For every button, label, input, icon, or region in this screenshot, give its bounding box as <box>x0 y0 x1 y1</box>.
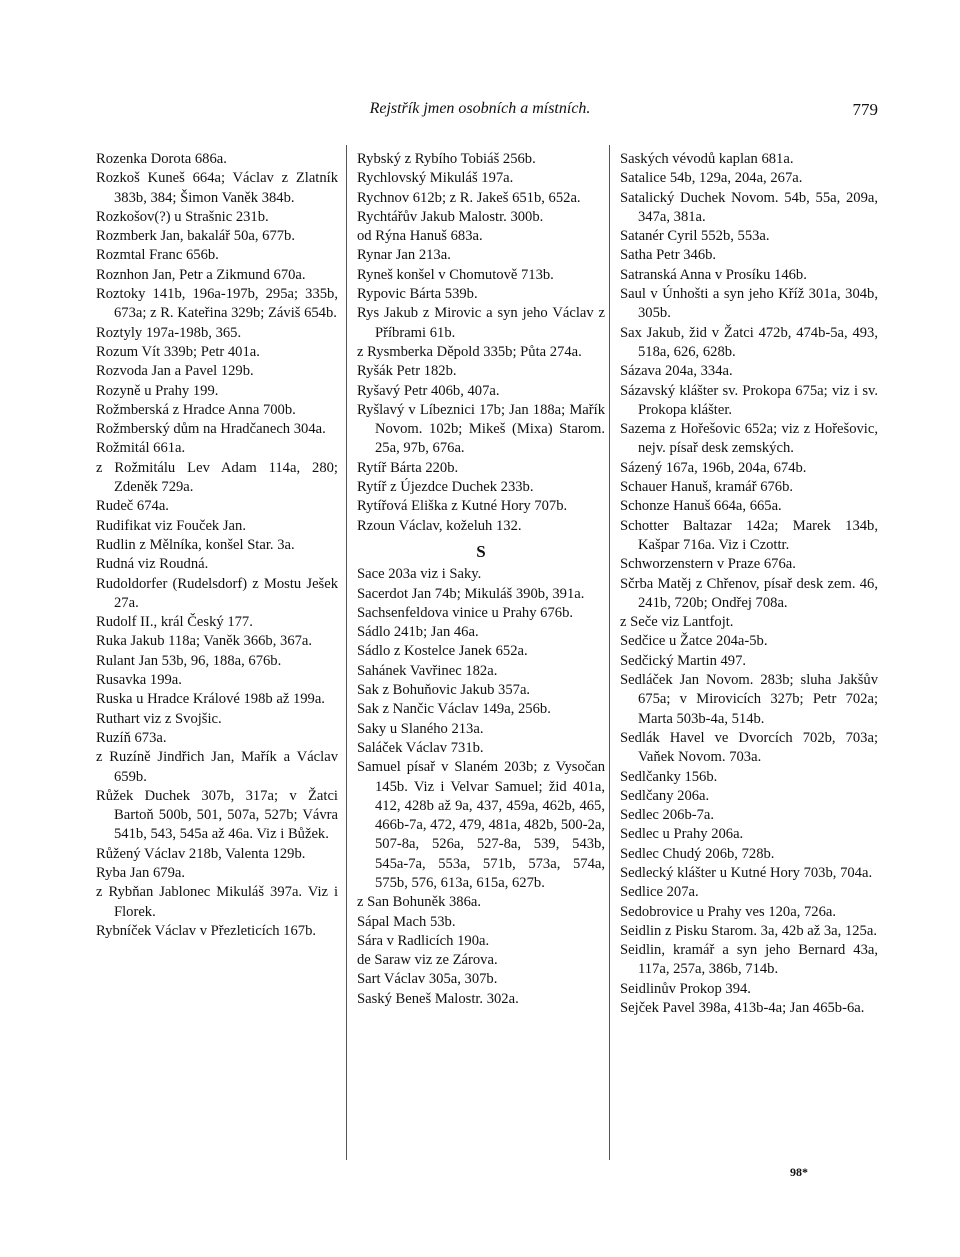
index-entry: Rozenka Dorota 686a. <box>96 151 227 167</box>
index-entry: Sart Václav 305a, 307b. <box>357 971 498 988</box>
index-entry: Rozum Vít 339b; Petr 401a. <box>96 343 260 360</box>
index-entry: Sedlec 206b-7a. <box>620 807 715 824</box>
index-entry: Ruska u Hradce Králové 198b až 199a. <box>96 691 325 708</box>
index-entry: Roztoky 141b, 196a-197b, 295a; 335b, 673a; z R. Kateřina 329b; Záviš 654b. <box>96 286 338 322</box>
index-entry: Satranská Anna v Prosíku 146b. <box>620 266 807 283</box>
section-letter-heading: S <box>476 541 486 561</box>
index-entry: Rozkoš Kuneš 664a; Václav z Zlatník 383b, 384; Šimon Vaněk 384b. <box>96 170 338 206</box>
page-header <box>0 100 960 128</box>
index-entry: Rytíř z Újezdce Duchek 233b. <box>357 479 534 496</box>
index-entry: Schotter Baltazar 142a; Marek 134b, Kašpar 716a. Viz i Czottr. <box>620 517 878 553</box>
index-entry: Ruzíň 673a. <box>96 729 167 746</box>
index-entry: Sazema z Hořešovic 652a; viz z Hořešovic, nejv. písař desk zemských. <box>620 421 878 457</box>
index-entry: Sak z Nančic Václav 149a, 256b. <box>357 701 551 718</box>
index-entry: Schonze Hanuš 664a, 665a. <box>620 498 782 515</box>
index-entry: Sázava 204a, 334a. <box>620 363 733 380</box>
index-entry: Rozmtal Franc 656b. <box>96 247 219 264</box>
index-entry: Sace 203a viz i Saky. <box>357 566 482 583</box>
index-entry: Rožmitál 661a. <box>96 440 186 457</box>
index-entry: Roznhon Jan, Petr a Zikmund 670a. <box>96 266 306 283</box>
index-entry: Sedlice 207a. <box>620 884 699 901</box>
index-entry: Rybníček Václav v Přezleticích 167b. <box>96 922 317 939</box>
index-entry: Saky u Slaného 213a. <box>357 720 484 737</box>
index-entry: Rytíř Bárta 220b. <box>357 459 459 476</box>
index-entry: Rychnov 612b; z R. Jakeš 651b, 652a. <box>357 189 581 206</box>
signature-mark: 98* <box>790 1165 808 1179</box>
index-entry: Sedlec u Prahy 206a. <box>620 826 744 843</box>
index-entry: z Seče viz Lantfojt. <box>620 614 734 631</box>
index-entry: Sedlčany 206a. <box>620 787 710 804</box>
index-entry: de Saraw viz ze Zárova. <box>357 952 498 969</box>
index-entry: Ryšlavý v Líbeznici 17b; Jan 188a; Mařík Novom. 102b; Mikeš (Mixa) Starom. 25a, 97b, 676a. <box>357 401 605 457</box>
index-column-2 <box>357 150 605 1257</box>
index-entry: Rudifikat viz Fouček Jan. <box>96 517 246 534</box>
index-entry: Saský Beneš Malostr. 302a. <box>357 990 519 1007</box>
index-entry: Ryneš konšel v Chomutově 713b. <box>357 266 554 283</box>
index-column-1 <box>96 150 338 1257</box>
index-entry: Roztyly 197a-198b, 365. <box>96 324 242 341</box>
index-entry: Saských vévodů kaplan 681a. <box>620 151 794 167</box>
index-entry: Rožmberský dům na Hradčanech 304a. <box>96 421 326 438</box>
index-entry: Rozyně u Prahy 199. <box>96 382 219 399</box>
index-entry: Rypovic Bárta 539b. <box>357 286 478 303</box>
index-column-3 <box>620 150 878 1257</box>
index-entry: Sádlo 241b; Jan 46a. <box>357 624 479 641</box>
index-entry: Ryšavý Petr 406b, 407a. <box>357 382 500 399</box>
index-entry: Rybský z Rybího Tobiáš 256b. <box>357 151 536 167</box>
index-entry: Sedobrovice u Prahy ves 120a, 726a. <box>620 903 837 920</box>
index-entry: Seidlin, kramář a syn jeho Bernard 43a, 117a, 257a, 386b, 714b. <box>620 942 878 978</box>
column-divider <box>346 145 347 1160</box>
index-entry: Rusavka 199a. <box>96 672 182 689</box>
index-entry: Ryšák Petr 182b. <box>357 363 457 380</box>
index-entry: Rožmberská z Hradce Anna 700b. <box>96 401 296 418</box>
index-entry: Růžený Václav 218b, Valenta 129b. <box>96 845 306 862</box>
index-entry: Sápal Mach 53b. <box>357 913 456 930</box>
index-entry: Sax Jakub, žid v Žatci 472b, 474b-5a, 493, 518a, 626, 628b. <box>620 324 878 360</box>
index-entry: z Ruzíně Jindřich Jan, Mařík a Václav 659b. <box>96 749 338 785</box>
index-entry: Sázený 167a, 196b, 204a, 674b. <box>620 459 807 476</box>
index-entry: Sahánek Vavřinec 182a. <box>357 662 498 679</box>
index-entry: Sedlák Havel ve Dvorcích 702b, 703a; Vaňek Novom. 703a. <box>620 729 878 766</box>
index-entry: Sedčický Martin 497. <box>620 652 747 669</box>
index-entry: Rulant Jan 53b, 96, 188a, 676b. <box>96 652 282 669</box>
index-entry: Schworzenstern v Praze 676a. <box>620 556 796 573</box>
index-entry: Sázavský klášter sv. Prokopa 675a; viz i sv. Prokopa klášter. <box>620 382 878 418</box>
index-entry: Sachsenfeldova vinice u Prahy 676b. <box>357 604 574 621</box>
index-entry: Sedlec Chudý 206b, 728b. <box>620 845 775 862</box>
index-entry: Sára v Radlicích 190a. <box>357 932 490 949</box>
index-entry: Rzoun Václav, koželuh 132. <box>357 517 522 534</box>
index-entry: od Rýna Hanuš 683a. <box>357 228 483 245</box>
column-divider <box>609 145 610 1160</box>
index-entry: Ryba Jan 679a. <box>96 864 185 881</box>
index-entry: Rudlin z Mělníka, konšel Star. 3a. <box>96 536 295 553</box>
index-entry: Satha Petr 346b. <box>620 247 717 264</box>
index-entry: Samuel písař v Slaném 203b; z Vysočan 145b. Viz i Velvar Samuel; žid 401a, 412, 428b až 9a, 437, 459a, 462b, 465, 466b-7a, 472, 479, 481a, 482b, 500-2a, 507-8a, 526a, 527-8a, 539, 543b, 545a-7a, 553a, 571b, 573a, 574a, 575b, 576, 613a, 615a, 627b. <box>357 759 605 891</box>
index-entry: Sčrba Matěj z Chřenov, písař desk zem. 46, 241b, 720b; Ondřej 708a. <box>620 575 878 611</box>
index-entry: Rys Jakub z Mirovic a syn jeho Václav z Příbrami 61b. <box>357 305 605 341</box>
index-entry: Sedčice u Žatce 204a-5b. <box>620 633 768 650</box>
index-entry: Sacerdot Jan 74b; Mikuláš 390b, 391a. <box>357 585 585 602</box>
index-entry: Satalický Duchek Novom. 54b, 55a, 209a, 347a, 381a. <box>620 189 878 225</box>
index-entry: z Rožmitálu Lev Adam 114a, 280; Zdeněk 729a. <box>96 459 338 496</box>
index-entry: Saláček Václav 731b. <box>357 739 484 756</box>
index-entry: Sedlecký klášter u Kutné Hory 703b, 704a. <box>620 864 873 881</box>
index-entry: z San Bohuněk 386a. <box>357 894 482 911</box>
index-entry: Rychtářův Jakub Malostr. 300b. <box>357 208 544 225</box>
index-entry: Ruka Jakub 118a; Vaněk 366b, 367a. <box>96 633 313 650</box>
index-entry: Schauer Hanuš, kramář 676b. <box>620 479 794 496</box>
index-entry: Rudeč 674a. <box>96 498 169 515</box>
index-entry: Sedláček Jan Novom. 283b; sluha Jakšův 675a; v Mirovicích 327b; Petr 702a; Marta 503b-4a, 514b. <box>620 672 878 727</box>
index-entry: Seidlinův Prokop 394. <box>620 980 751 997</box>
index-entry: Sak z Bohuňovic Jakub 357a. <box>357 682 531 699</box>
index-entry: Seidlin z Pisku Starom. 3a, 42b až 3a, 125a. <box>620 922 877 939</box>
index-entry: Rozkošov(?) u Strašnic 231b. <box>96 208 269 225</box>
index-entry: Rudolf II., král Český 177. <box>96 614 253 631</box>
index-entry: z Rysmberka Děpold 335b; Půta 274a. <box>357 343 582 360</box>
index-entry: Rynar Jan 213a. <box>357 247 451 264</box>
running-title: Rejstřík jmen osobních a místních. <box>369 100 591 117</box>
index-entry: Sedlčanky 156b. <box>620 768 718 785</box>
index-entry: Růžek Duchek 307b, 317a; v Žatci Bartoň 500b, 501, 507a, 527b; Vávra 541b, 543, 545a až 46a. Viz i Bůžek. <box>96 787 338 843</box>
index-entry: Sádlo z Kostelce Janek 652a. <box>357 643 528 660</box>
index-entry: Rytířová Eliška z Kutné Hory 707b. <box>357 498 568 515</box>
index-entry: Rudná viz Roudná. <box>96 556 209 573</box>
index-entry: Ruthart viz z Svojšic. <box>96 710 222 727</box>
index-entry: Satanér Cyril 552b, 553a. <box>620 228 770 245</box>
index-entry: z Rybňan Jablonec Mikuláš 397a. Viz i Florek. <box>96 884 338 920</box>
index-entry: Rudoldorfer (Rudelsdorf) z Mostu Ješek 27a. <box>96 575 338 611</box>
index-entry: Sejček Pavel 398a, 413b-4a; Jan 465b-6a. <box>620 1000 865 1017</box>
index-entry: Rozmberk Jan, bakalář 50a, 677b. <box>96 228 295 245</box>
index-entry: Satalice 54b, 129a, 204a, 267a. <box>620 170 803 187</box>
page-number: 779 <box>852 100 878 119</box>
index-entry: Rychlovský Mikuláš 197a. <box>357 170 514 187</box>
index-entry: Rozvoda Jan a Pavel 129b. <box>96 363 254 380</box>
index-entry: Saul v Únhošti a syn jeho Kříž 301a, 304b, 305b. <box>620 286 878 322</box>
